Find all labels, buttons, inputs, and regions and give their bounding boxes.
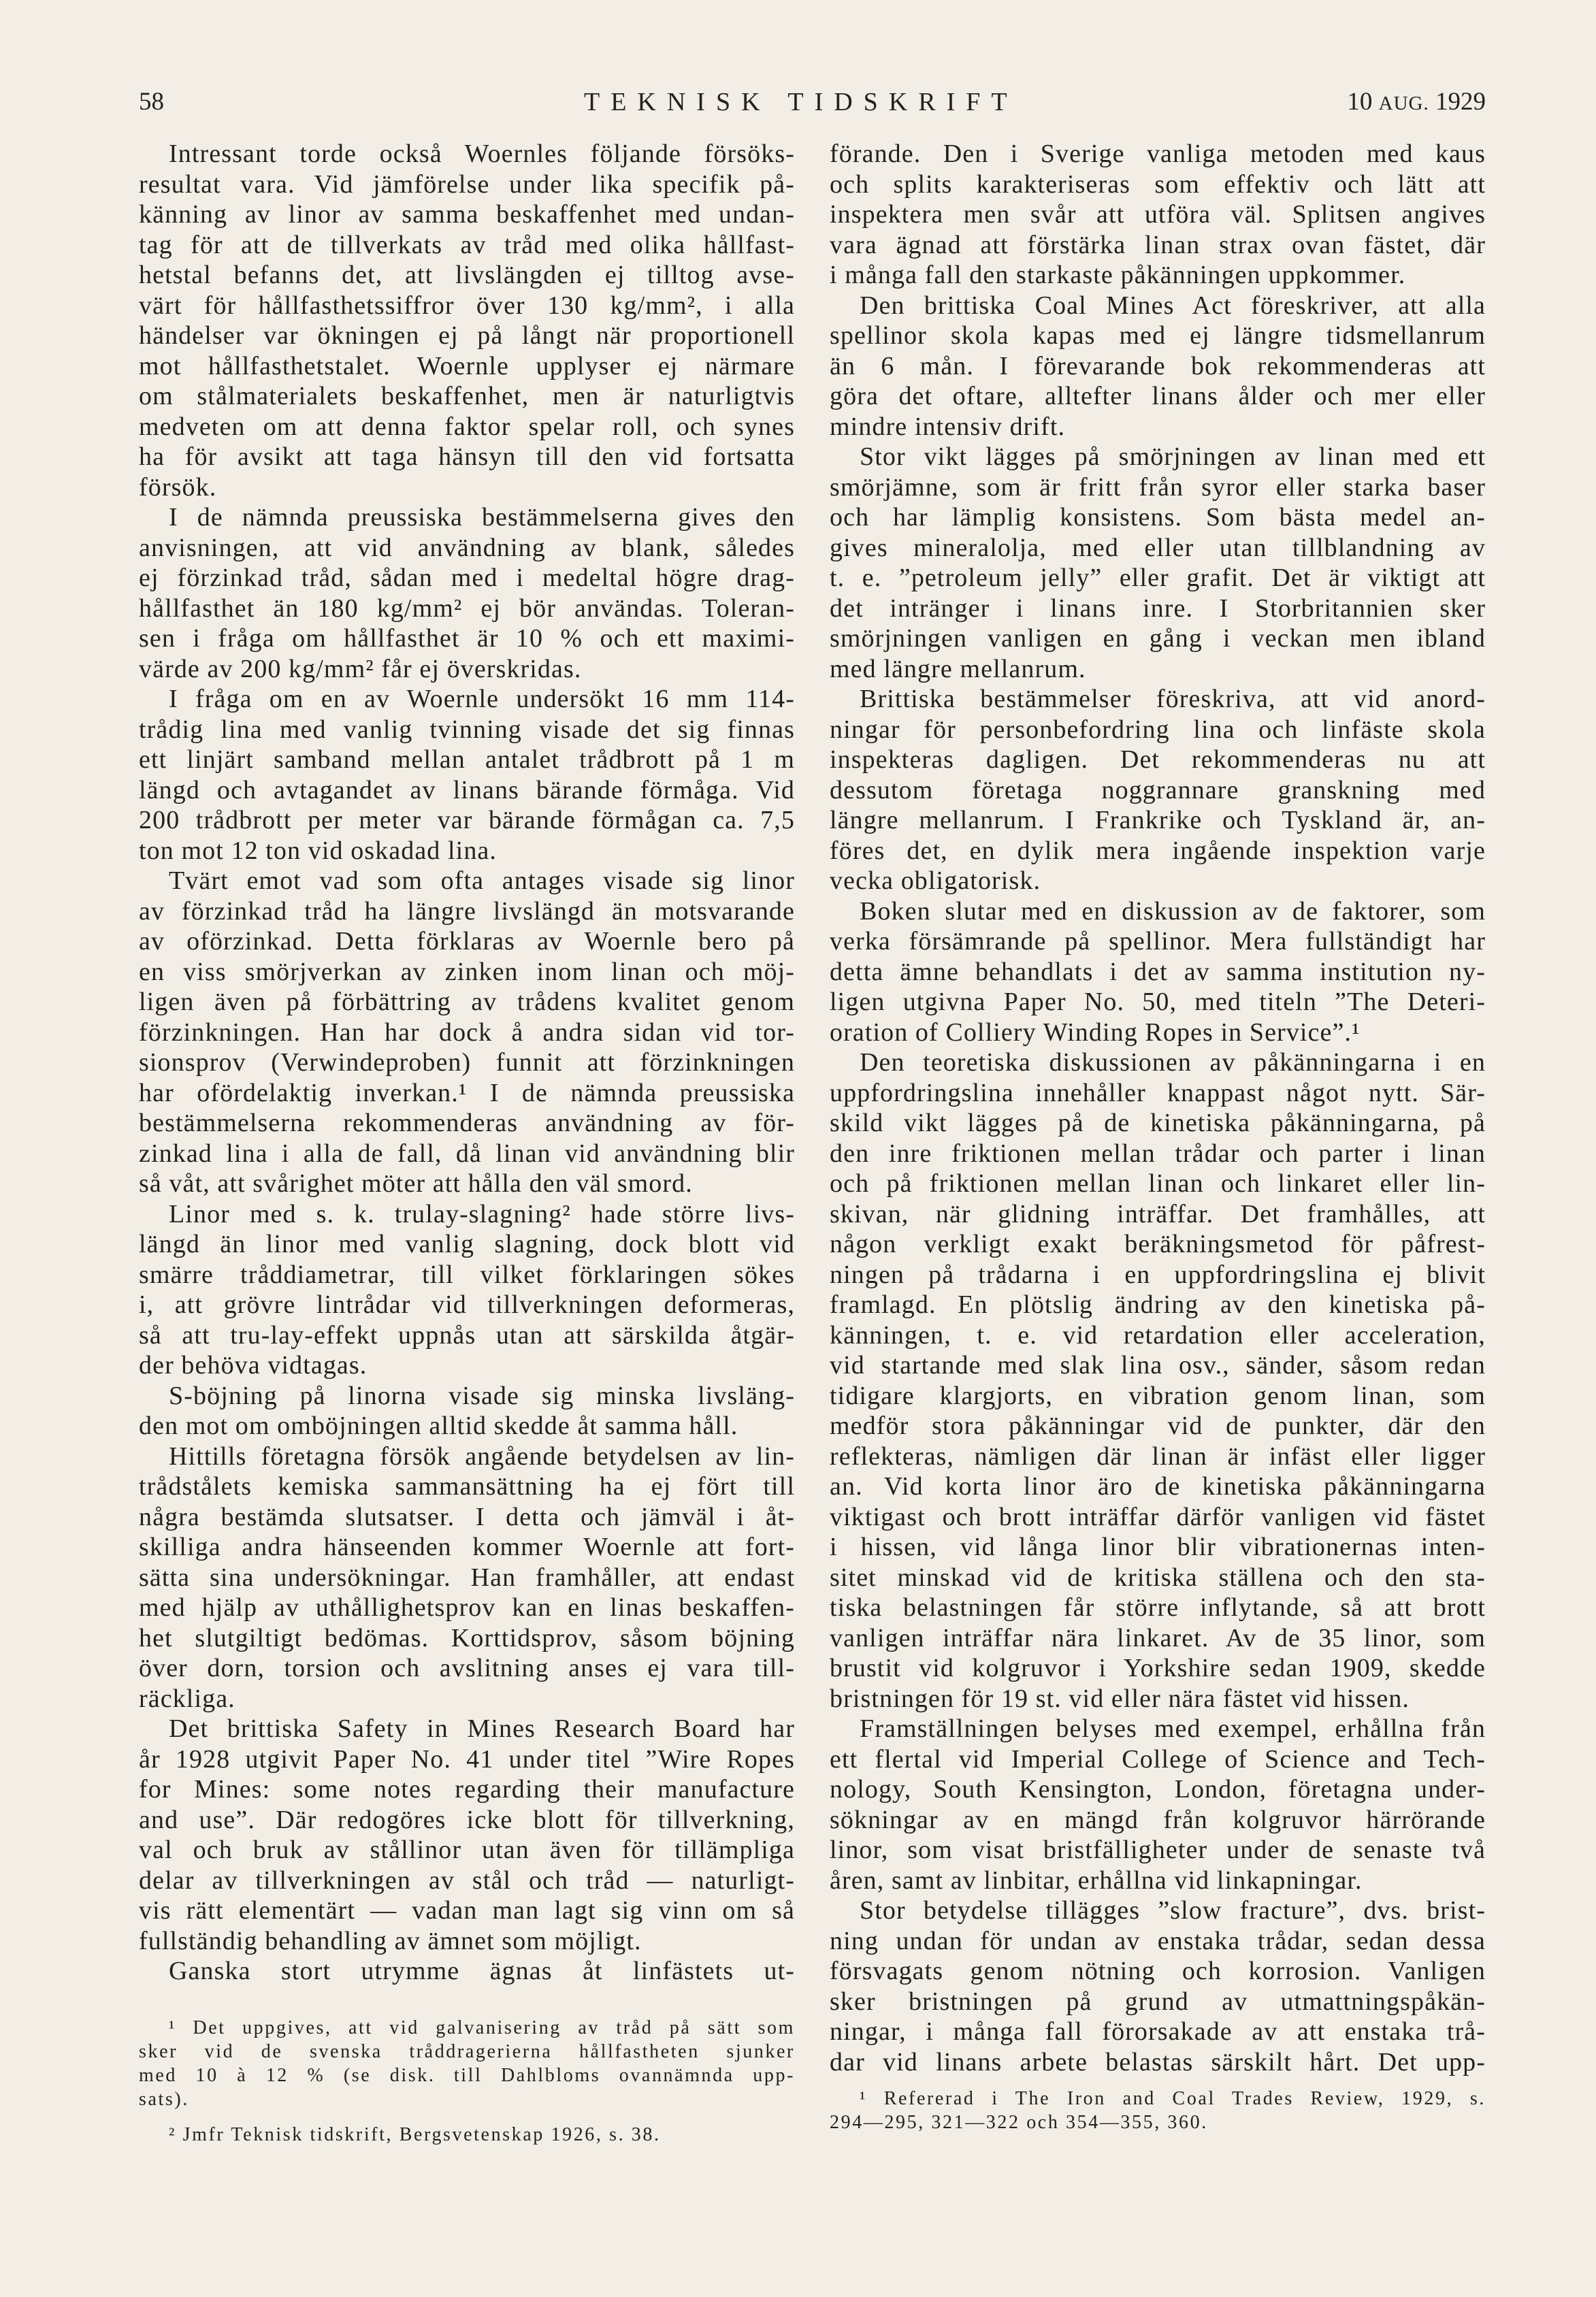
paragraph [830, 442, 1486, 684]
issue-year: 1929 [1435, 88, 1486, 116]
text-line: ligen utgivna Paper No. 50, med titeln ”The Deteri- [830, 988, 1486, 1016]
text-line: sökningar av en mängd från kolgruvor härrörande [830, 1805, 1486, 1834]
text-line: Stor vikt lägges på smörjningen av linan med ett [860, 442, 1486, 471]
text-line: fullständig behandling av ämnet som möjligt. [139, 1926, 642, 1955]
text-line: ha för avsikt att taga hänsyn till den vid fortsatta [139, 442, 795, 471]
text-line: trådstålets kemiska sammansättning ha ej fört till [139, 1472, 795, 1501]
text-line: inspekteras dagligen. Det rekommenderas nu att [830, 745, 1486, 774]
paragraph [139, 1381, 795, 1441]
text-line: ning undan för undan av enstaka trådar, sedan dessa [830, 1926, 1486, 1955]
text-line: ett flertal vid Imperial College of Science and Tech- [830, 1744, 1486, 1774]
text-line: I fråga om en av Woernle undersökt 16 mm 114- [169, 685, 795, 713]
text-line: åren, samt av linbitar, erhållna vid linkapningar. [830, 1866, 1363, 1895]
text-line: och har lämplig konsistens. Som bästa medel an- [830, 503, 1486, 532]
text-line: av förzinkad tråd ha längre livslängd än motsvarande [139, 896, 795, 926]
text-line: längre mellanrum. I Frankrike och Tyskland är, an- [830, 806, 1486, 834]
text-line: trådig lina med vanlig tvinning visade det sig finnas [139, 715, 795, 744]
text-line: viktigast och brott inträffar därför vanligen vid fästet [830, 1502, 1486, 1531]
text-line: vanligen inträffar nära linkaret. Av de 35 linor, som [830, 1623, 1486, 1652]
paragraph [139, 1199, 795, 1381]
text-line: känning av linor av samma beskaffenhet med undan- [139, 200, 795, 229]
text-line: uppfordringslina innehåller knappast något nytt. Sär- [830, 1078, 1486, 1107]
paragraph [830, 1047, 1486, 1714]
paragraph [139, 684, 795, 866]
text-line: med längre mellanrum. [830, 654, 1086, 683]
text-line: Ganska stort utrymme ägnas åt linfästets ut- [169, 1957, 795, 1985]
footnote [139, 2123, 795, 2147]
paragraph [830, 291, 1486, 442]
text-line: i många fall den starkaste påkänningen uppkommer. [830, 261, 1406, 289]
text-line: ligen även på förbättring av trådens kvalitet genom [139, 988, 795, 1016]
text-line: linor, som visat bristfälligheter under de senaste två [830, 1836, 1486, 1864]
text-line: Den brittiska Coal Mines Act föreskriver, att alla [860, 291, 1486, 320]
text-line: oration of Colliery Winding Ropes in Service”.¹ [830, 1017, 1361, 1047]
text-line: tiska belastningen får större inflytande, så att brott [830, 1593, 1486, 1622]
text-line: vara ägnad att förstärka linan strax ovan fästet, där [830, 230, 1486, 259]
text-line: inspektera men svår att utföra väl. Splitsen angives [830, 200, 1486, 229]
text-line: någon verkligt exakt beräkningsmetod för påfrest- [830, 1230, 1486, 1258]
footnote [139, 2016, 795, 2111]
text-line: gives mineralolja, med eller utan tillblandning av [830, 533, 1486, 562]
paragraph [139, 1441, 795, 1714]
text-line: spellinor skola kapas med ej längre tidsmellanrum [830, 321, 1486, 350]
text-line: dessutom företaga noggrannare granskning med [830, 775, 1486, 804]
text-line: framlagd. En plötslig ändring av den kinetiska på- [830, 1290, 1486, 1319]
text-line: sker bristningen på grund av utmattningspåkän- [830, 1987, 1486, 2016]
text-line: ett linjärt samband mellan antalet trådbrott på 1 m [139, 745, 795, 774]
text-line: vis rätt elementärt — vadan man lagt sig vinn om så [139, 1896, 795, 1925]
text-line: mindre intensiv drift. [830, 412, 1066, 441]
text-line: det intränger i linans inre. I Storbritannien sker [830, 593, 1486, 623]
footnote [830, 2087, 1486, 2134]
right-footnotes [830, 2087, 1486, 2134]
text-line: resultat vara. Vid jämförelse under lika specifik på- [139, 169, 795, 199]
text-line: förande. Den i Sverige vanliga metoden med kaus [830, 140, 1486, 168]
text-line: i, att grövre lintrådar vid tillverkningen deformeras, [139, 1290, 795, 1319]
text-line: Det brittiska Safety in Mines Research Board har [169, 1714, 795, 1743]
text-line: 200 trådbrott per meter var bärande förmågan ca. 7,5 [139, 806, 795, 834]
text-line: hetstal befanns det, att livslängden ej tilltog avse- [139, 261, 795, 289]
text-line: känningen, t. e. vid retardation eller acceleration, [830, 1320, 1486, 1350]
paragraph [830, 1714, 1486, 1895]
text-line: hållfasthet än 180 kg/mm² ej bör användas. Toleran- [139, 593, 795, 623]
text-line: några bestämda slutsatser. I detta och jämväl i åt- [139, 1502, 795, 1531]
paragraph [139, 866, 795, 1199]
text-line: ton mot 12 ton vid oskadad lina. [139, 836, 497, 865]
text-line: medför stora påkänningar vid de punkter, där den [830, 1412, 1486, 1440]
text-line: skivan, när glidning inträffar. Det framhålles, att [830, 1199, 1486, 1228]
text-line: vid startande med slak lina osv., sänder, såsom redan [830, 1351, 1486, 1380]
text-line: med 10 à 12 % (se disk. till Dahlbloms ovannämnda upp- [139, 2065, 795, 2086]
paragraph [139, 139, 795, 502]
text-line: Hittills företagna försök angående betydelsen av lin- [169, 1441, 795, 1471]
text-line: bestämmelserna rekommenderas användning av för- [139, 1109, 795, 1137]
text-line: ¹ Det uppgives, att vid galvanisering av tråd på sätt som [169, 2017, 795, 2038]
text-line: sionsprov (Verwindeproben) funnit att förzinkningen [139, 1048, 795, 1077]
text-line: sätta sina undersökningar. Han framhåller, att endast [139, 1563, 795, 1592]
text-line: medveten om att denna faktor spelar roll, och synes [139, 412, 795, 441]
text-line: het slutgiltigt bedömas. Korttidsprov, såsom böjning [139, 1623, 795, 1652]
text-line: än 6 mån. I förevarande bok rekommenderas att [830, 351, 1486, 380]
text-line: förzinkningen. Han har dock å andra sidan vid tor- [139, 1017, 795, 1047]
text-line: så våt, att svårighet möter att hålla den väl smord. [139, 1169, 693, 1198]
issue-date [1347, 87, 1486, 117]
left-column [139, 139, 795, 1987]
text-line: vecka obligatorisk. [830, 866, 1041, 895]
text-line: Intressant torde också Woernles följande försöks- [169, 140, 795, 168]
text-line: S-böjning på linorna visade sig minska livsläng- [169, 1381, 795, 1410]
text-line: smärre tråddiametrar, till vilket förklaringen sökes [139, 1260, 795, 1289]
text-line: verka försämrande på spellinor. Mera fullständigt har [830, 927, 1486, 956]
issue-day: 10 [1347, 88, 1373, 116]
text-line: föres det, en dylik mera ingående inspektion varje [830, 836, 1486, 865]
issue-month: AUG. [1378, 93, 1429, 114]
text-line: och splits karakteriseras som effektiv och lätt att [830, 169, 1486, 199]
text-line: sker vid de svenska tråddragerierna hållfastheten sjunker [139, 2041, 795, 2062]
text-line: 294—295, 321—322 och 354—355, 360. [830, 2112, 1208, 2133]
text-line: smörjningen vanligen en gång i veckan men ibland [830, 624, 1486, 653]
text-line: and use”. Där redogöres icke blott för tillverkning, [139, 1805, 795, 1834]
paragraph [139, 1714, 795, 1956]
text-line: år 1928 utgivit Paper No. 41 under titel ”Wire Ropes [139, 1744, 795, 1774]
text-line: händelser var ökningen ej på långt när proportionell [139, 321, 795, 350]
journal-title: TEKNISK TIDSKRIFT [584, 88, 1018, 116]
text-line: ² Jmfr Teknisk tidskrift, Bergsvetenskap 1926, s. 38. [169, 2124, 661, 2145]
text-line: värde av 200 kg/mm² får ej överskridas. [139, 654, 582, 683]
text-line: sats). [139, 2089, 189, 2110]
text-line: sen i fråga om hållfasthet är 10 % och ett maximi- [139, 624, 795, 653]
paragraph [830, 684, 1486, 896]
text-line: val och bruk av stållinor utan även för tillämpliga [139, 1836, 795, 1864]
text-line: om stålmaterialets beskaffenhet, men är naturligtvis [139, 382, 795, 410]
text-line: ej förzinkad tråd, sådan med i medeltal högre drag- [139, 564, 795, 592]
text-line: Framställningen belyses med exempel, erhållna från [860, 1714, 1486, 1743]
text-line: den inre friktionen mellan trådar och parter i linan [830, 1139, 1486, 1168]
text-line: en viss smörjverkan av zinken inom linan och möj- [139, 957, 795, 986]
text-line: der behöva vidtagas. [139, 1351, 368, 1380]
text-line: brustit vid kolgruvor i Yorkshire sedan 1909, skedde [830, 1654, 1486, 1682]
paragraph [139, 1956, 795, 1987]
paragraph [830, 896, 1486, 1048]
text-line: av oförzinkad. Detta förklaras av Woernle bero på [139, 927, 795, 956]
text-line: bristningen för 19 st. vid eller nära fästet vid hissen. [830, 1684, 1410, 1713]
text-line: skild vikt lägges på de kinetiska påkänningarna, på [830, 1109, 1486, 1137]
text-line: Stor betydelse tillägges ”slow fracture”, dvs. brist- [860, 1896, 1486, 1925]
text-line: Tvärt emot vad som ofta antages visade sig linor [169, 866, 795, 895]
left-footnotes [139, 2016, 795, 2147]
text-line: an. Vid korta linor äro de kinetiska påkänningarna [830, 1472, 1486, 1501]
text-line: göra det oftare, alltefter linans ålder och mer eller [830, 382, 1486, 410]
text-line: anvisningen, att vid användning av blank, således [139, 533, 795, 562]
text-line: försvagats genom nötning och korrosion. Vanligen [830, 1957, 1486, 1985]
text-line: tag för att de tillverkats av tråd med olika hållfast- [139, 230, 795, 259]
text-line: nology, South Kensington, London, företagna under- [830, 1775, 1486, 1804]
text-line: I de nämnda preussiska bestämmelserna gives den [169, 503, 795, 532]
text-line: så att tru-lay-effekt uppnås utan att särskilda åtgär- [139, 1320, 795, 1350]
text-line: tidigare klargjorts, en vibration genom linan, som [830, 1381, 1486, 1410]
text-line: försök. [139, 472, 217, 502]
text-line: smörjämne, som är fritt från syror eller starka baser [830, 472, 1486, 502]
text-line: Linor med s. k. trulay-slagning² hade större livs- [169, 1199, 795, 1228]
text-line: Den teoretiska diskussionen av påkänningarna i en [860, 1048, 1486, 1077]
text-line: mot hållfasthetstalet. Woernle upplyser ej närmare [139, 351, 795, 380]
text-line: reflekteras, nämligen där linan är infäst eller ligger [830, 1441, 1486, 1471]
text-line: har ofördelaktig inverkan.¹ I de nämnda preussiska [139, 1078, 795, 1107]
text-line: Boken slutar med en diskussion av de faktorer, som [860, 896, 1486, 926]
text-line: längd än linor med vanlig slagning, dock blott vid [139, 1230, 795, 1258]
text-line: delar av tillverkningen av stål och tråd — naturligt- [139, 1866, 795, 1895]
text-line: skilliga andra hänseenden kommer Woernle att fort- [139, 1533, 795, 1561]
text-line: sitet minskad vid de kritiska ställena och den sta- [830, 1563, 1486, 1592]
text-line: for Mines: some notes regarding their manufacture [139, 1775, 795, 1804]
text-line: ningen på trådarna i en uppfordringslina ej blivit [830, 1260, 1486, 1289]
text-line: räckliga. [139, 1684, 235, 1713]
text-line: i hissen, vid långa linor blir vibrationernas inten- [830, 1533, 1486, 1561]
text-line: t. e. ”petroleum jelly” eller grafit. Det är viktigt att [830, 564, 1486, 592]
text-line: zinkad lina i alla de fall, då linan vid användning blir [139, 1139, 795, 1168]
paragraph [830, 1895, 1486, 2077]
text-line: med hjälp av uthållighetsprov kan en linas beskaffen- [139, 1593, 795, 1622]
page-number: 58 [139, 88, 164, 116]
text-line: längd och avtagandet av linans bärande förmåga. Vid [139, 775, 795, 804]
text-line: dar vid linans arbete belastas särskilt hårt. Det upp- [830, 2047, 1486, 2076]
paragraph [830, 139, 1486, 291]
text-line: ¹ Refererad i The Iron and Coal Trades Review, 1929, s. [860, 2088, 1486, 2109]
right-column [830, 139, 1486, 2077]
text-line: över dorn, torsion och avslitning anses ej vara till- [139, 1654, 795, 1682]
text-line: ningar, i många fall förorsakade av att enstaka trå- [830, 2017, 1486, 2046]
text-line: detta ämne behandlats i det av samma institution ny- [830, 957, 1486, 986]
text-line: Brittiska bestämmelser föreskriva, att vid anord- [860, 685, 1486, 713]
text-line: värt för hållfasthetssiffror över 130 kg/mm², i alla [139, 291, 795, 320]
paragraph [139, 502, 795, 684]
text-line: och på friktionen mellan linan och linkaret eller lin- [830, 1169, 1486, 1198]
text-line: den mot om omböjningen alltid skedde åt samma håll. [139, 1412, 738, 1440]
text-line: ningar för personbefordring lina och linfäste skola [830, 715, 1486, 744]
